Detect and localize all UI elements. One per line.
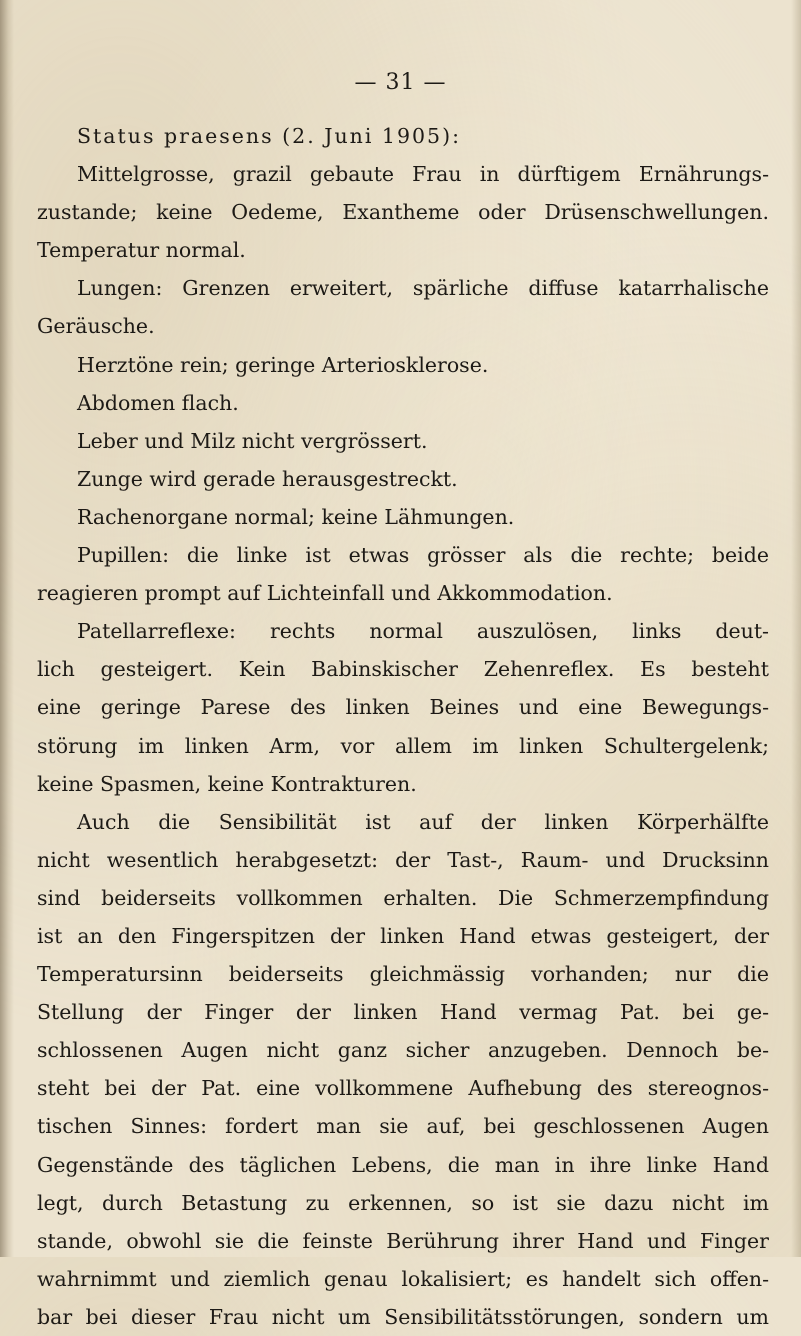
text-line: keine Spasmen, keine Kontrakturen. — [37, 771, 417, 796]
text-line: steht bei der Pat. eine vollkommene Aufhebung des stereognos- — [37, 1076, 769, 1101]
text-line: zustande; keine Oedeme, Exantheme oder Drüsenschwellungen. — [37, 200, 769, 225]
text-line: Rachenorgane normal; keine Lähmungen. — [77, 504, 515, 529]
text-line: Gegenstände des täglichen Lebens, die man in ihre linke Hand — [37, 1152, 769, 1177]
page-body — [37, 117, 769, 1336]
text-line: bar bei dieser Frau nicht um Sensibilitätsstörungen, sondern um — [37, 1304, 769, 1329]
text-line: stande, obwohl sie die feinste Berührung ihrer Hand und Finger — [37, 1228, 769, 1253]
text-line: Herztöne rein; geringe Arteriosklerose. — [77, 352, 489, 377]
text-line: lich gesteigert. Kein Babinskischer Zehenreflex. Es besteht — [37, 657, 769, 682]
text-line: Auch die Sensibilität ist auf der linken Körperhälfte — [77, 809, 769, 834]
text-line: störung im linken Arm, vor allem im linken Schultergelenk; — [37, 733, 769, 758]
text-line: nicht wesentlich herabgesetzt: der Tast-, Raum- und Drucksinn — [37, 847, 769, 872]
text-line: legt, durch Betastung zu erkennen, so ist sie dazu nicht im — [37, 1190, 769, 1215]
text-line: Leber und Milz nicht vergrössert. — [77, 428, 428, 453]
text-line: eine geringe Parese des linken Beines und eine Bewegungs- — [37, 695, 769, 720]
text-line: reagieren prompt auf Lichteinfall und Akkommodation. — [37, 581, 613, 606]
text-line: wahrnimmt und ziemlich genau lokalisiert; es handelt sich offen- — [37, 1266, 769, 1291]
section-heading: Status praesens (2. Juni 1905): — [77, 124, 461, 148]
text-line: Lungen: Grenzen erweitert, spärliche diffuse katarrhalische — [77, 276, 769, 301]
text-line: Geräusche. — [37, 314, 155, 339]
text-line: Mittelgrosse, grazil gebaute Frau in dürftigem Ernährungs- — [77, 162, 769, 187]
text-line: Temperatur normal. — [37, 238, 246, 263]
page-edge-right — [791, 0, 801, 1257]
text-line: Zunge wird gerade herausgestreckt. — [77, 466, 458, 491]
text-line: schlossenen Augen nicht ganz sicher anzugeben. Dennoch be- — [37, 1038, 769, 1063]
text-line: Patellarreflexe: rechts normal auszulösen, links deut- — [77, 619, 769, 644]
page-edge-shadow — [0, 0, 14, 1257]
page-number: — 31 — — [354, 70, 447, 95]
text-line: tischen Sinnes: fordert man sie auf, bei geschlossenen Augen — [37, 1114, 769, 1139]
text-line: sind beiderseits vollkommen erhalten. Die Schmerzempfindung — [37, 885, 769, 910]
text-line: Pupillen: die linke ist etwas grösser als die rechte; beide — [77, 543, 769, 568]
text-line: Stellung der Finger der linken Hand vermag Pat. bei ge- — [37, 1000, 769, 1025]
text-line: ist an den Fingerspitzen der linken Hand etwas gesteigert, der — [37, 923, 769, 948]
text-line: Temperatursinn beiderseits gleichmässig vorhanden; nur die — [37, 962, 769, 987]
text-line: Abdomen flach. — [77, 390, 239, 415]
